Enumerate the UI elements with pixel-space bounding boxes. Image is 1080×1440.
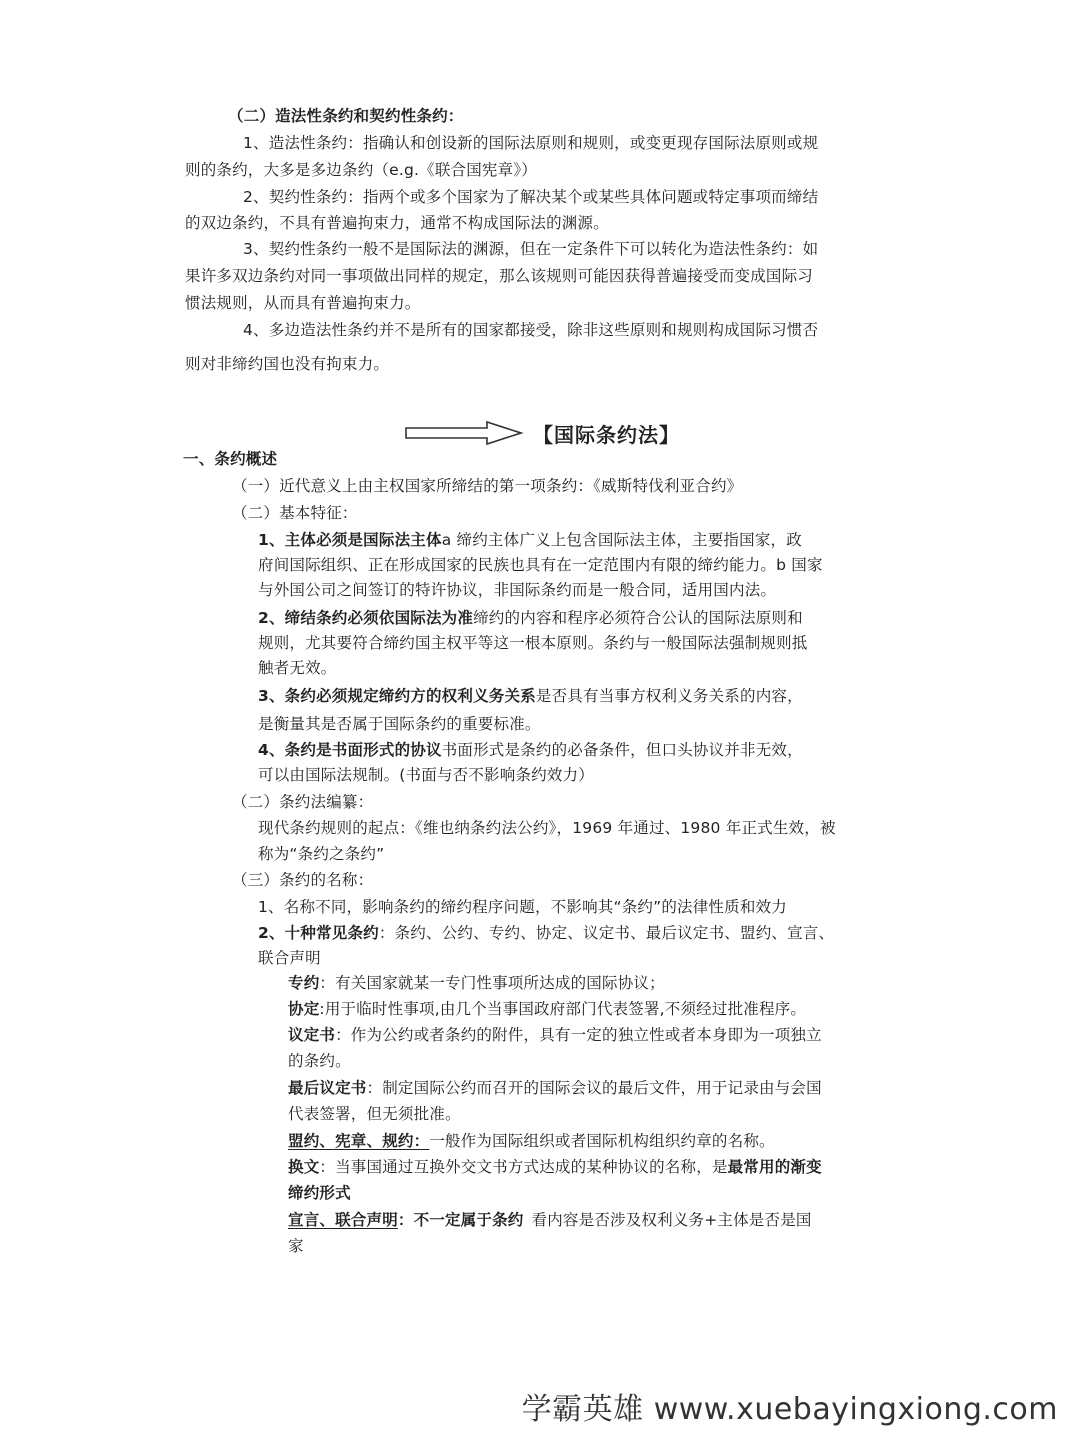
subsection-codification: （二）条约法编纂：: [232, 793, 374, 811]
feature-4-text: 书面形式是条约的必备条件，但口头协议并非无效，: [441, 741, 803, 759]
term-zhuanyue: [288, 971, 665, 995]
paragraph-line: 1、造法性条约：指确认和创设新的国际法原则和规则，或变更现存国际法原则或规: [243, 134, 819, 152]
paragraph-line: 代表签署，但无须批准。: [288, 1105, 461, 1123]
ten-treaty-types: [258, 921, 834, 945]
paragraph-line: 惯法规则，从而具有普遍拘束力。: [185, 294, 421, 312]
paragraph-line: 的双边条约，不具有普遍拘束力，通常不构成国际法的渊源。: [185, 214, 609, 232]
feature-3-text: 是否具有当事方权利义务关系的内容，: [535, 687, 803, 705]
term-declaration: [288, 1208, 812, 1232]
term-final-protocol: [288, 1076, 822, 1100]
feature-3-title: 3、条约必须规定缔约方的权利义务关系: [258, 687, 536, 705]
paragraph-line: 1、名称不同，影响条约的缔约程序问题，不影响其“条约”的法律性质和效力: [258, 898, 787, 916]
paragraph-line: 触者无效。: [258, 659, 337, 677]
subsection-treaty-names: （三）条约的名称：: [232, 871, 374, 889]
term-label: 专约: [288, 974, 320, 992]
ten-treaty-types-text: ：条约、公约、专约、协定、议定书、最后议定书、盟约、宣言、: [378, 924, 835, 942]
feature-1-title: 1、主体必须是国际法主体: [258, 531, 442, 549]
term-text: ：有关国家就某一专门性事项所达成的国际协议；: [319, 974, 665, 992]
subsection-basic-features: （二）基本特征：: [232, 504, 358, 522]
paragraph-line: 3、契约性条约一般不是国际法的渊源，但在一定条件下可以转化为造法性条约：如: [243, 240, 819, 258]
paragraph-line: 联合声明: [258, 949, 321, 967]
paragraph-line: 2、契约性条约：指两个或多个国家为了解决某个或某些具体问题或特定事项而缔结: [243, 188, 819, 206]
feature-1: [258, 528, 802, 552]
paragraph-line: 可以由国际法规制。(书面与否不影响条约效力）: [258, 766, 594, 784]
paragraph-line: 规则，尤其要符合缔约国主权平等这一根本原则。条约与一般国际法强制规则抵: [258, 634, 808, 652]
term-text: 看内容是否涉及权利义务+主体是否是国: [531, 1211, 812, 1229]
paragraph-line: 缔约形式: [288, 1184, 351, 1202]
feature-2: [258, 606, 803, 630]
feature-1-text: a 缔约主体广义上包含国际法主体，主要指国家，政: [441, 531, 802, 549]
term-text: ：作为公约或者条约的附件，具有一定的独立性或者本身即为一项独立: [335, 1026, 822, 1044]
paragraph-line: 称为“条约之条约”: [258, 845, 385, 863]
paragraph-line: 则的条约，大多是多边条约（e.g.《联合国宪章》）: [185, 161, 537, 179]
site-watermark: 学霸英雄 www.xuebayingxiong.com: [521, 1392, 1058, 1427]
term-emphasis: 最常用的渐变: [727, 1158, 822, 1176]
term-label: 最后议定书: [288, 1079, 367, 1097]
feature-2-text: 缔约的内容和程序必须符合公认的国际法原则和: [473, 609, 803, 627]
page-title: 【国际条约法】: [533, 422, 680, 447]
paragraph-line: 则对非缔约国也没有拘束力。: [185, 355, 390, 373]
term-text: :用于临时性事项,由几个当事国政府部门代表签署,不须经过批准程序。: [319, 1000, 807, 1018]
term-covenant-charter: [288, 1129, 775, 1153]
section-title: [405, 418, 680, 448]
term-colon: ：: [397, 1211, 414, 1229]
term-text: 一般作为国际组织或者国际机构组织约章的名称。: [429, 1132, 775, 1150]
paragraph-line: 府间国际组织、正在形成国家的民族也具有在一定范围内有限的缔约能力。b 国家: [258, 556, 823, 574]
term-xieding: [288, 997, 806, 1021]
feature-3: [258, 684, 803, 708]
term-text: ：制定国际公约而召开的国际会议的最后文件，用于记录由与会国: [366, 1079, 822, 1097]
term-yidingshu: [288, 1023, 822, 1047]
chapter-heading: 一、条约概述: [183, 450, 278, 468]
term-emphasis: 不一定属于条约: [413, 1211, 524, 1229]
term-text: ：当事国通过互换外交文书方式达成的某种协议的名称，是: [319, 1158, 728, 1176]
right-arrow-icon: [405, 420, 523, 446]
subsection-first-treaty: （一）近代意义上由主权国家所缔结的第一项条约：《威斯特伐利亚合约》: [232, 477, 743, 495]
feature-4-title: 4、条约是书面形式的协议: [258, 741, 442, 759]
term-label: 议定书: [288, 1026, 336, 1044]
paragraph-line: 现代条约规则的起点：《维也纳条约法公约》，1969 年通过、1980 年正式生效，被: [258, 819, 836, 837]
term-label: 宣言、联合声明: [288, 1211, 398, 1229]
paragraph-line: 果许多双边条约对同一事项做出同样的规定，那么该规则可能因获得普遍接受而变成国际习: [185, 267, 814, 285]
section-heading-lawmaking-treaties: （二）造法性条约和契约性条约：: [228, 107, 464, 125]
paragraph-line: 是衡量其是否属于国际条约的重要标准。: [258, 715, 541, 733]
paragraph-line: 的条约。: [288, 1052, 351, 1070]
term-label: 盟约、宪章、规约：: [288, 1132, 430, 1150]
paragraph-line: 4、多边造法性条约并不是所有的国家都接受，除非这些原则和规则构成国际习惯否: [243, 321, 819, 339]
term-label: 换文: [288, 1158, 320, 1176]
paragraph-line: 家: [288, 1237, 304, 1255]
term-exchange-notes: [288, 1155, 822, 1179]
paragraph-line: 与外国公司之间签订的特许协议，非国际条约而是一般合同，适用国内法。: [258, 581, 777, 599]
ten-treaty-types-title: 2、十种常见条约: [258, 924, 379, 942]
feature-2-title: 2、缔结条约必须依国际法为准: [258, 609, 474, 627]
term-label: 协定: [288, 1000, 320, 1018]
feature-4: [258, 738, 803, 762]
